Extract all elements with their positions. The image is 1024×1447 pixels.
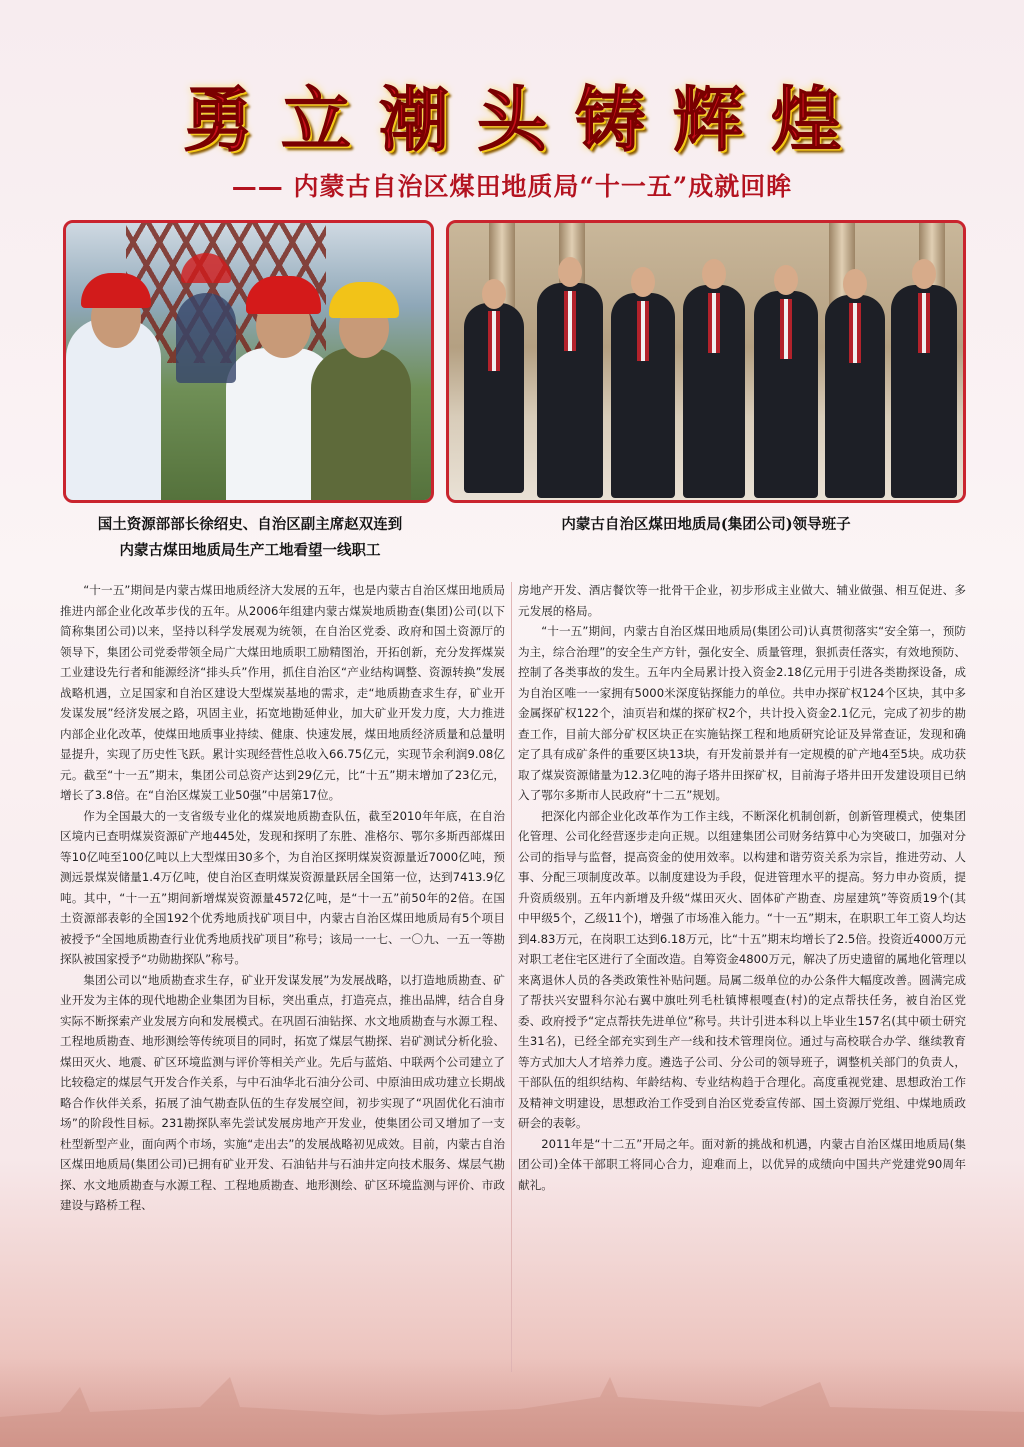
caption-line: 内蒙古煤田地质局生产工地看望一线职工 [119,542,381,559]
person [891,285,957,498]
person-bg-worker [176,293,236,383]
caption-line: 国土资源部部长徐绍史、自治区副主席赵双连到 [97,516,403,533]
person [683,285,745,498]
person [537,283,603,498]
person-right-worker [311,348,411,503]
paragraph: “十一五”期间是内蒙古煤田地质经济大发展的五年，也是内蒙古自治区煤田地质局推进内部企业化改革步伐的五年。从2006年组建内蒙古煤炭地质勘查(集团)公司(以下简称集团公司)以来，坚持以科学发展观为统领，在自治区党委、政府和国土资源厅的领导下，集团公司党委带领全局广大煤田地质职工励精图治，开拓创新，充分发挥煤炭工业建设先行者和能源经济“排头兵”作用，抓住自治区“产业结构调整、资源转换”发展战略机遇，立足国家和自治区建设大型煤炭基地的需求，走“地质勘查求生存，矿业开发谋发展”经济发展之路，巩固主业，拓宽地勘延伸业，加大矿业开发力度，大力推进内部企业化改革，使煤田地质事业持续、健康、快速发展，煤田地质经济质量和总量明显提升，实现了历史性飞跃。累计实现经营性总收入66.75亿元，实现节余利润9.08亿元。截至“十一五”期末，集团公司总资产达到29亿元，比“十五”期末增加了23亿元，增长了3.8倍。在“自治区煤炭工业50强”中居第17位。 [60,583,505,802]
drilling-site-photo [63,220,434,503]
paragraph: “十一五”期间，内蒙古自治区煤田地质局(集团公司)认真贯彻落实“安全第一，预防为主，综合治理”的安全生产方针，强化安全、质量管理，狠抓责任落实，有效地预防、控制了各类事故的发生。五年内全局累计投入资金2.18亿元用于引进各类勘探设备，成为自治区唯一一家拥有5000米深度钻探能力的单位。共申办探矿权124个区块，其中多金属探矿权122个，油页岩和煤的探矿权2个，共计投入资金2.1亿元，完成了初步的勘查工作，目前大部分矿权区块正在实施钻探工程和地质研究论证及异常查证，发现和确定了具有成矿条件的重要区块13块，有开发前景并有一定规模的矿产地4至5块。成功获取了煤炭资源储量为12.3亿吨的海子塔井田探矿权，目前海子塔井田开发建设项目已纳入了鄂尔多斯市人民政府“十二五”规划。 [518,624,966,802]
person-left [66,318,161,503]
title-char: 煌 [771,78,841,161]
paragraph: 作为全国最大的一支省级专业化的煤炭地质勘查队伍，截至2010年年底，在自治区境内已查明煤炭资源矿产地445处，发现和探明了东胜、准格尔、鄂尔多斯西部煤田等10亿吨至100亿吨以上大型煤田30多个，为自治区探明煤炭资源量近7000亿吨，预测远景煤炭储量1.4万亿吨，使自治区查明煤炭资源量跃居全国第一位，达到7413.9亿吨。其中，“十一五”期间新增煤炭资源量4572亿吨，是“十一五”前50年的2倍。在国土资源部表彰的全国192个优秀地质找矿项目中，内蒙古自治区煤田地质局有5个项目被授予“全国地质勘查行业优秀地质找矿项目”称号；该局一一七、一〇九、一五一等勘探队被国家授予“功勋勘探队”称号。 [60,808,505,966]
main-title [0,70,1024,180]
title-char: 铸 [575,78,645,161]
title-char: 潮 [379,78,449,161]
paragraph: 2011年是“十二五”开局之年。面对新的挑战和机遇，内蒙古自治区煤田地质局(集团公司)全体干部职工将同心合力，迎难而上，以优异的成绩向中国共产党建党90周年献礼。 [518,1136,966,1192]
title-char: 辉 [673,78,743,161]
paragraph: 把深化内部企业化改革作为工作主线，不断深化机制创新，创新管理模式，使集团化管理、公司化经营逐步走向正规。以组建集团公司财务结算中心为突破口，加强对分公司的指导与监督，提高资金的使用效率。以构建和谐劳资关系为宗旨，推进劳动、人事、分配三项制度改革。以制度建设为手段，促进管理水平的提高。努力申办资质，提升资质级别。五年内新增及升级“煤田灭火、固体矿产勘查、房屋建筑”等资质19个(其中甲级5个，乙级11个)，增强了市场准入能力。“十一五”期末，在职职工年工资人均达到4.83万元，在岗职工达到6.18万元，比“十五”期末均增长了2.5倍。投资近4000万元对职工老住宅区进行了全面改造。自筹资金4800万元，解决了历史遗留的属地化管理以来离退休人员的各类政策性补贴问题。局属二级单位的办公条件大幅度改善。圆满完成了帮扶兴安盟科尔沁右翼中旗吐列毛杜镇博根嘎查(村)的定点帮扶任务，被自治区党委、政府授予“定点帮扶先进单位”称号。共计引进本科以上毕业生157名(其中硕士研究生31名)，已经全部充实到生产一线和技术管理岗位。通过与高校联合办学、继续教育等方式加大人才培养力度。遴选子公司、分公司的领导班子，调整机关部门的负责人，干部队伍的组织结构、年龄结构、专业结构趋于合理化。高度重视党建、思想政治工作及精神文明建设，思想政治工作受到自治区党委宣传部、国土资源厅党组、中煤地质政研会的表彰。 [518,808,966,1130]
oilfield-skyline-decoration [0,1357,1024,1447]
title-char: 勇 [183,78,253,161]
title-char: 头 [477,78,547,161]
article-left-column [60,580,505,1216]
right-photo-caption: 内蒙古自治区煤田地质局(集团公司)领导班子 [561,516,851,533]
paragraph: 房地产开发、酒店餐饮等一批骨干企业，初步形成主业做大、辅业做强、相互促进、多元发展的格局。 [518,583,966,618]
paragraph: 集团公司以“地质勘查求生存，矿业开发谋发展”为发展战略，以打造地质勘查、矿业开发为主体的现代地勘企业集团为目标，突出重点，打造亮点，推出品牌，结合自身实际不断探索产业发展方向和发展模式。在巩固石油钻探、水文地质勘查与水源工程、工程地质勘查、地形测绘等传统项目的同时，拓宽了煤层气勘探、岩矿测试分析化验、煤田灭火、地震、矿区环境监测与评价等相关产业。先后与蓝焰、中联两个公司建立了比较稳定的煤层气开发合作关系，与中石油华北石油分公司、中原油田成功建立长期战略合作伙伴关系，拓展了油气勘查队伍的生存发展空间，初步实现了“巩固优化石油市场”的阶段性目标。231勘探队率先尝试发展房地产开发业，使集团公司又增加了一支杜型新型产业，面向两个市场，实施“走出去”的发展战略初见成效。目前，内蒙古自治区煤田地质局(集团公司)已拥有矿业开发、石油钻井与石油井定向技术服务、煤层气勘探、水文地质勘查与水源工程、工程地质勘查、地形测绘、矿区环境监测与评价、市政建设与路桥工程、 [60,972,505,1212]
leadership-group-photo [446,220,966,503]
subtitle: —— 内蒙古自治区煤田地质局“十一五”成就回眸 [231,172,793,201]
person [464,303,524,493]
column-divider [511,582,512,1372]
person [825,295,885,498]
title-char: 立 [281,78,351,161]
person [754,291,818,498]
article-right-column [518,580,966,1195]
person [611,293,675,498]
left-photo-caption [60,512,440,564]
